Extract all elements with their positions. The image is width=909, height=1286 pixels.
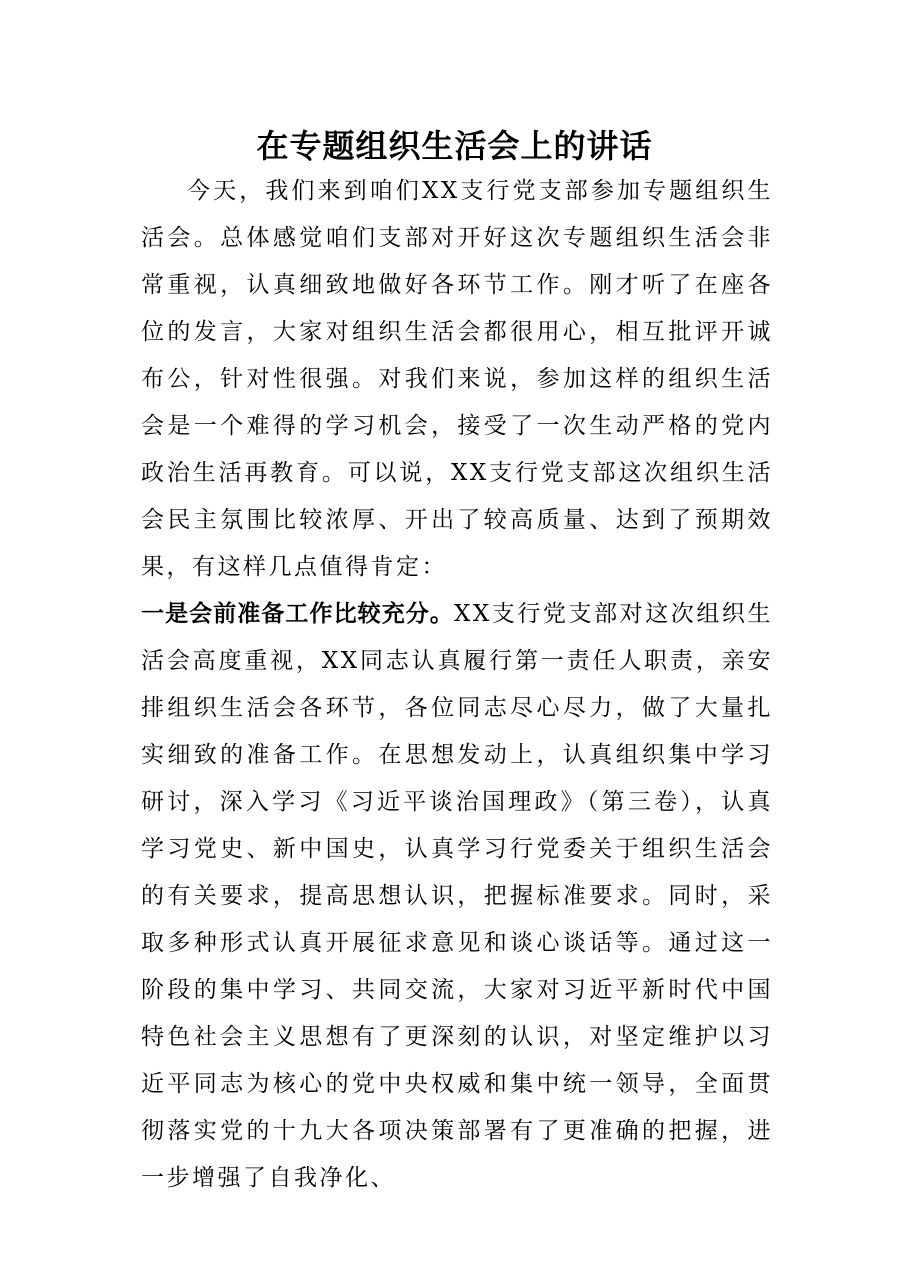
paragraph-intro-text: 今天，我们来到咱们XX支行党支部参加专题组织生活会。总体感觉咱们支部对开好这次专题组织生活会非常重视，认真细致地做好各环节工作。刚才听了在座各位的发言，大家对组织生活会都很用心，相互批评开诚布公，针对性很强。对我们来说，参加这样的组织生活会是一个难得的学习机会，接受了一次生动严格的党内政治生活再教育。可以说，XX支行党支部这次组织生活会民主氛围比较浓厚、开出了较高质量、达到了预期效果，有这样几点值得肯定： <box>141 178 773 580</box>
document-title: 在专题组织生活会上的讲话 <box>256 127 653 165</box>
document-body <box>141 168 773 1202</box>
paragraph-point-one-text: XX支行党支部对这次组织生活会高度重视，XX同志认真履行第一责任人职责，亲安排组织生活会各环节，各位同志尽心尽力，做了大量扎实细致的准备工作。在思想发动上，认真组织集中学习研讨，深入学习《习近平谈治国理政》（第三卷），认真学习党史、新中国史，认真学习行党委关于组织生活会的有关要求，提高思想认识，把握标准要求。同时，采取多种形式认真开展征求意见和谈心谈话等。通过这一阶段的集中学习、共同交流，大家对习近平新时代中国特色社会主义思想有了更深刻的认识，对坚定维护以习近平同志为核心的党中央权威和集中统一领导，全面贯彻落实党的十九大各项决策部署有了更准确的把握，进一步增强了自我净化、 <box>141 601 774 1191</box>
paragraph-intro <box>141 168 773 591</box>
paragraph-point-one <box>141 591 773 1202</box>
paragraph-point-one-heading: 一是会前准备工作比较充分。 <box>141 601 454 627</box>
